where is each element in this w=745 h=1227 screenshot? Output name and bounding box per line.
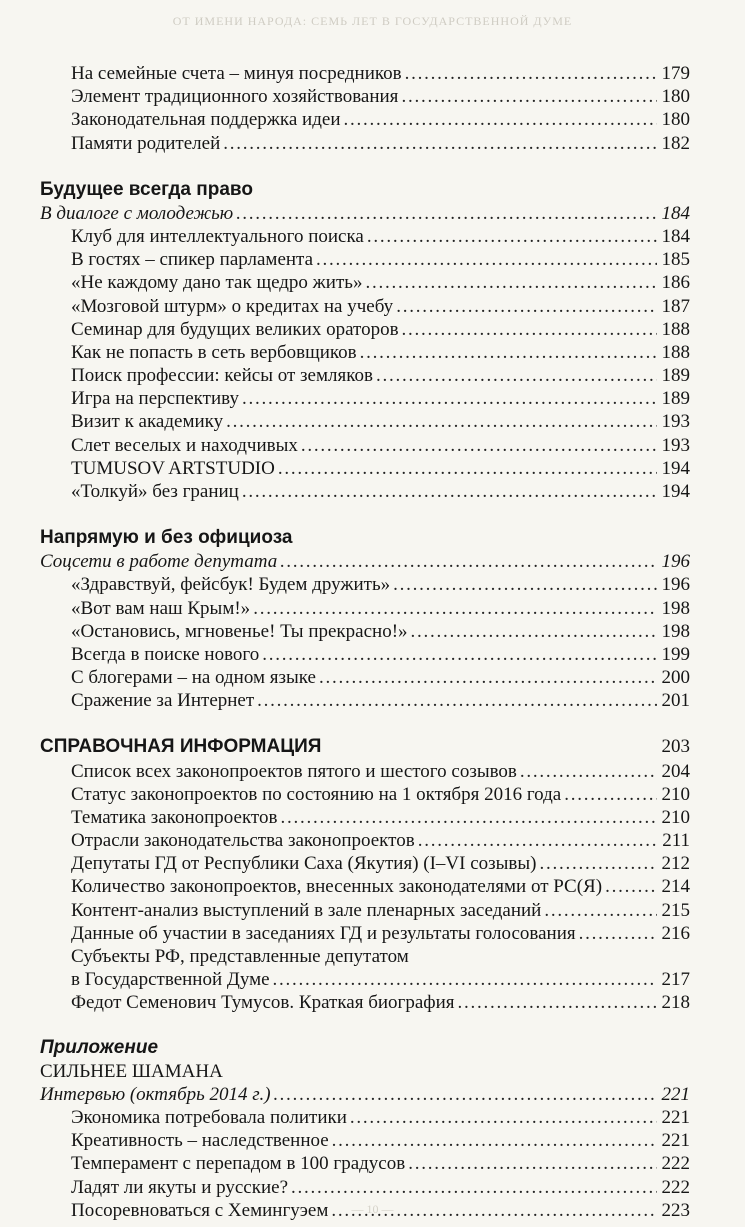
appendix-subtitle: СИЛЬНЕЕ ШАМАНА	[40, 1060, 223, 1082]
toc-entry: «Не каждому дано так щедро жить» . . . 186	[40, 271, 690, 294]
toc-section-direct	[40, 526, 690, 712]
toc-entry: TUMUSOV ARTSTUDIO . . . 194	[40, 457, 690, 480]
toc-entry: Как не попасть в сеть вербовщиков . . . 188	[40, 341, 690, 364]
toc-entry: Слет веселых и находчивых . . . 193	[40, 434, 690, 457]
toc-section-reference	[40, 736, 690, 1015]
toc-entry: Поиск профессии: кейсы от земляков . . . 189	[40, 364, 690, 387]
toc-entry: Клуб для интеллектуального поиска . . . 184	[40, 225, 690, 248]
toc-entry: Визит к академику . . . 193	[40, 410, 690, 433]
toc-entry: Отрасли законодательства законопроектов . . . 211	[40, 829, 690, 852]
section-heading: Напрямую и без официоза	[40, 527, 293, 549]
toc-entry: Список всех законопроектов пятого и шестого созывов . . . 204	[40, 760, 690, 783]
toc-entry: «Вот вам наш Крым!» . . . 198	[40, 597, 690, 620]
toc-section-future	[40, 178, 690, 503]
toc-entry: С блогерами – на одном языке . . . 200	[40, 666, 690, 689]
toc-entry: Контент-анализ выступлений в зале пленарных заседаний . . . 215	[40, 899, 690, 922]
toc-entry: Федот Семенович Тумусов. Краткая биография . . . 218	[40, 991, 690, 1014]
section-heading: СПРАВОЧНАЯ ИНФОРМАЦИЯ 203	[40, 735, 690, 757]
running-header: ОТ ИМЕНИ НАРОДА: СЕМЬ ЛЕТ В ГОСУДАРСТВЕННОЙ ДУМЕ	[172, 14, 573, 28]
page-number: — 10 —	[351, 1202, 394, 1216]
toc-entry: Статус законопроектов по состоянию на 1 октября 2016 года . . . 210	[40, 783, 690, 806]
toc-entry: Количество законопроектов, внесенных законодателями от РС(Я) . . . 214	[40, 875, 690, 898]
toc-entry: Креативность – наследственное . . . 221	[40, 1129, 690, 1152]
toc-entry-line2: в Государственной Думе . . . 217	[40, 968, 690, 991]
toc-entry: В гостях – спикер парламента . . . 185	[40, 248, 690, 271]
toc-entry: Экономика потребовала политики . . . 221	[40, 1106, 690, 1129]
toc-subsection: В диалоге с молодежью . . . 184	[40, 202, 690, 225]
toc-entry: Данные об участии в заседаниях ГД и результаты голосования . . . 216	[40, 922, 690, 945]
toc-entry: Тематика законопроектов . . . 210	[40, 806, 690, 829]
toc-entry: «Мозговой штурм» о кредитах на учебу . . . 187	[40, 295, 690, 318]
section-heading: Будущее всегда право	[40, 178, 253, 200]
table-of-contents	[40, 62, 690, 1222]
toc-entry: Всегда в поиске нового . . . 199	[40, 643, 690, 666]
toc-entry: Памяти родителей . . . 182	[40, 132, 690, 155]
toc-entry: Элемент традиционного хозяйствования . . . 180	[40, 85, 690, 108]
toc-group-1	[40, 62, 690, 155]
toc-subsection: Соцсети в работе депутата . . . 196	[40, 550, 690, 573]
toc-entry: Депутаты ГД от Республики Саха (Якутия) (I–VI созывы) . . . 212	[40, 852, 690, 875]
toc-entry: Сражение за Интернет . . . 201	[40, 689, 690, 712]
toc-entry: На семейные счета – минуя посредников . . . 179	[40, 62, 690, 85]
toc-entry-line1: Субъекты РФ, представленные депутатом	[71, 946, 409, 967]
toc-entry: Ладят ли якуты и русские? . . . 222	[40, 1176, 690, 1199]
section-heading: Приложение	[40, 1036, 159, 1058]
toc-entry: «Здравствуй, фейсбук! Будем дружить» . . . 196	[40, 573, 690, 596]
toc-subsection: Интервью (октябрь 2014 г.) . . . 221	[40, 1083, 690, 1106]
toc-section-appendix	[40, 1036, 690, 1222]
toc-entry: Темперамент с перепадом в 100 градусов . . . 222	[40, 1152, 690, 1175]
toc-entry: «Остановись, мгновенье! Ты прекрасно!» . . . 198	[40, 620, 690, 643]
toc-entry: Законодательная поддержка идеи . . . 180	[40, 108, 690, 131]
toc-entry: «Толкуй» без границ . . . 194	[40, 480, 690, 503]
toc-entry: Посоревноваться с Хемингуэем . . . 223	[40, 1199, 690, 1222]
toc-entry: Игра на перспективу . . . 189	[40, 387, 690, 410]
toc-entry: Семинар для будущих великих ораторов . . . 188	[40, 318, 690, 341]
